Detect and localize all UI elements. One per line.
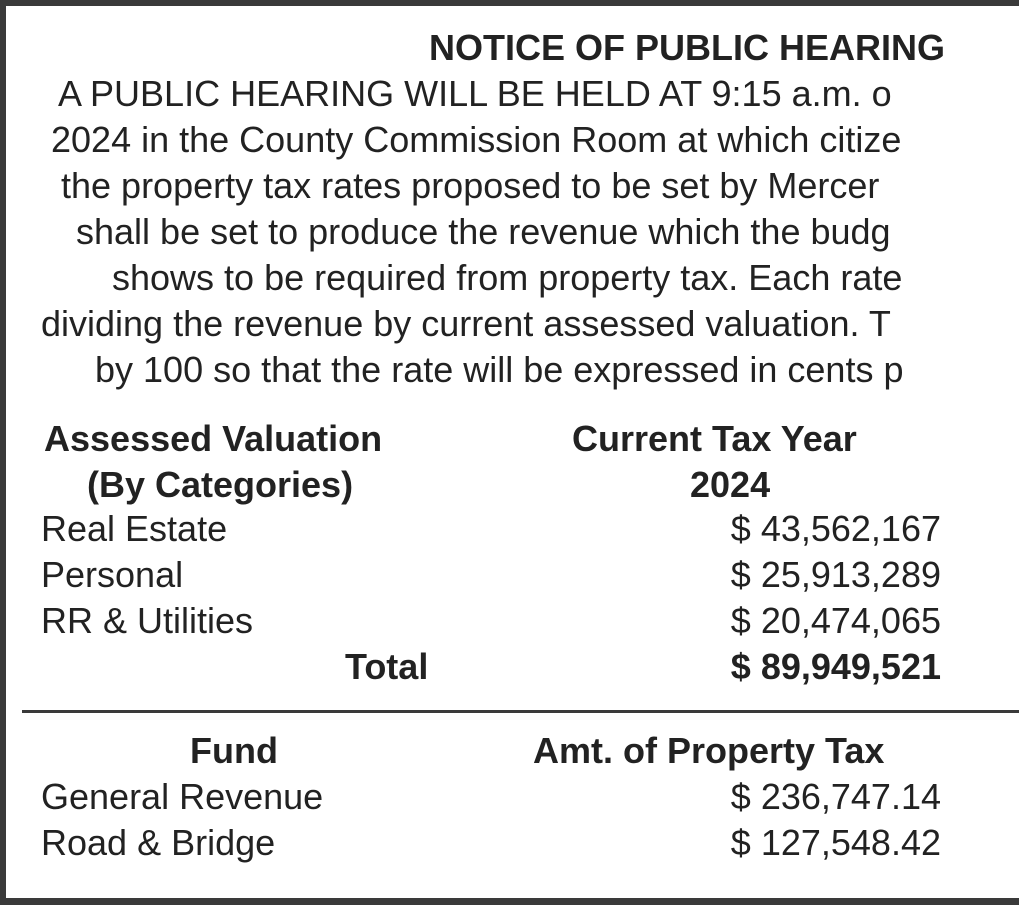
valuation-category: Personal: [41, 554, 184, 595]
valuation-header-col2-line1: Current Tax Year: [572, 418, 857, 459]
fund-header-col2: Amt. of Property Tax: [533, 730, 885, 771]
notice-paragraph-line: shows to be required from property tax. Each rate: [112, 257, 903, 298]
fund-name: Road & Bridge: [41, 822, 276, 863]
valuation-header-col2-line2: 2024: [690, 464, 771, 505]
notice-paragraph-line: A PUBLIC HEARING WILL BE HELD AT 9:15 a.m. o: [58, 73, 892, 114]
notice-paragraph-line: shall be set to produce the revenue which the budg: [76, 211, 891, 252]
valuation-total-label: Total: [345, 646, 429, 687]
notice-paragraph-line: by 100 so that the rate will be expressed in cents p: [95, 349, 904, 390]
valuation-total-value: $ 89,949,521: [730, 646, 941, 687]
fund-amount: $ 127,548.42: [730, 822, 941, 863]
fund-amount: $ 236,747.14: [730, 776, 941, 817]
section-divider: [22, 710, 1019, 713]
notice-paragraph-line: dividing the revenue by current assessed valuation. T: [41, 303, 891, 344]
valuation-value: $ 20,474,065: [730, 600, 941, 641]
valuation-category: Real Estate: [41, 508, 228, 549]
notice-paragraph-line: the property tax rates proposed to be set by Mercer: [61, 165, 880, 206]
fund-name: General Revenue: [41, 776, 324, 817]
fund-header-col1: Fund: [190, 730, 278, 771]
valuation-value: $ 43,562,167: [730, 508, 941, 549]
valuation-header-col1-line1: Assessed Valuation: [44, 418, 383, 459]
notice-paragraph-line: 2024 in the County Commission Room at which citize: [51, 119, 902, 160]
valuation-header-col1-line2: (By Categories): [87, 464, 354, 505]
valuation-value: $ 25,913,289: [730, 554, 941, 595]
notice-title: NOTICE OF PUBLIC HEARING: [429, 27, 946, 68]
valuation-category: RR & Utilities: [41, 600, 254, 641]
